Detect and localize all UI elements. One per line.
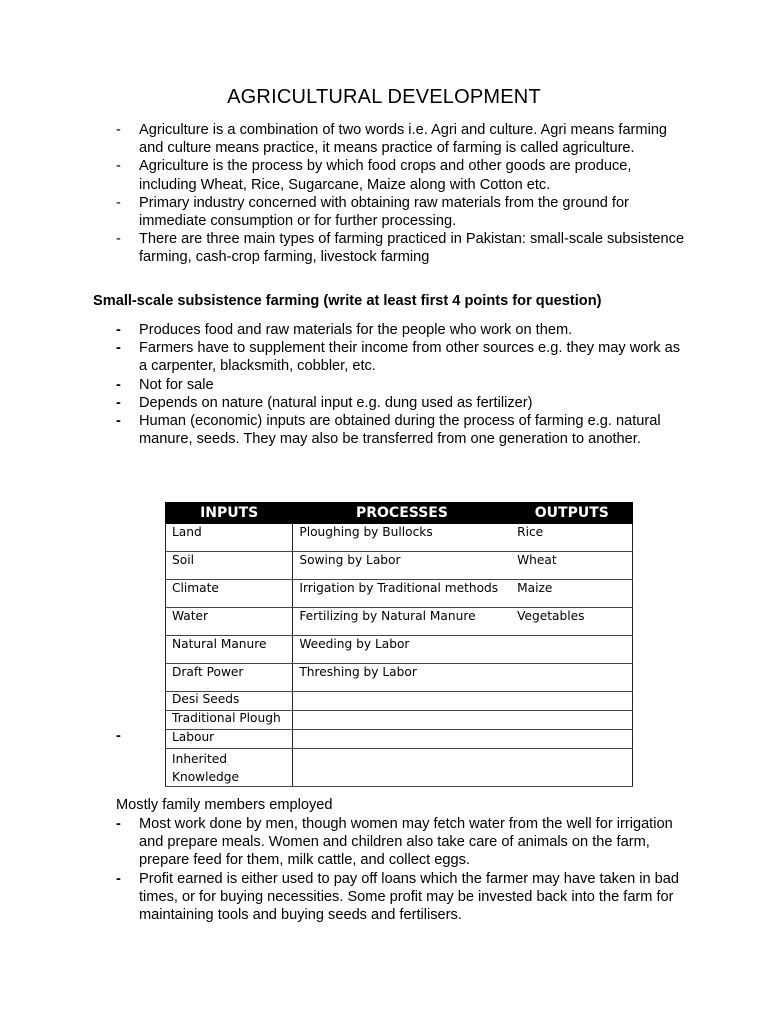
table-row bbox=[166, 636, 633, 664]
dash-bullet: - bbox=[116, 194, 121, 211]
table-cell: Threshing by Labor bbox=[293, 664, 511, 692]
list-item bbox=[116, 121, 686, 157]
table-cell bbox=[293, 749, 511, 787]
dash-bullet: - bbox=[116, 394, 121, 411]
list-item bbox=[116, 230, 686, 266]
dash-bullet: - bbox=[116, 122, 121, 138]
table-cell: Weeding by Labor bbox=[293, 636, 511, 664]
final-list bbox=[116, 815, 686, 924]
table-row bbox=[166, 524, 633, 552]
table-row bbox=[166, 664, 633, 692]
table-cell: Sowing by Labor bbox=[293, 552, 511, 580]
table-header-row bbox=[166, 503, 633, 524]
dash-bullet: - bbox=[116, 231, 121, 248]
table-row bbox=[166, 608, 633, 636]
table-cell: Maize bbox=[511, 580, 632, 608]
table-cell: Inherited Knowledge bbox=[166, 749, 293, 787]
list-item bbox=[116, 194, 686, 230]
table-cell: Desi Seeds bbox=[166, 692, 293, 711]
table-cell: Ploughing by Bullocks bbox=[293, 524, 511, 552]
list-item bbox=[116, 394, 686, 412]
list-item-text: Profit earned is either used to pay off loans which the farmer may have taken in bad times, or for buying necessities. Some profit may be invested back into the farm for maintaining tools and buying seeds and fertilisers. bbox=[139, 870, 680, 924]
table-row bbox=[166, 692, 633, 711]
list-item-text: Produces food and raw materials for the people who work on them. bbox=[139, 322, 573, 338]
intro-list bbox=[116, 121, 686, 267]
table-cell bbox=[511, 711, 632, 730]
column-header-outputs: OUTPUTS bbox=[511, 503, 632, 524]
list-item bbox=[116, 157, 686, 193]
list-item-text: Depends on nature (natural input e.g. dung used as fertilizer) bbox=[139, 394, 533, 411]
dash-bullet: - bbox=[116, 816, 121, 832]
subsistence-list bbox=[116, 321, 686, 448]
dash-bullet: - bbox=[116, 870, 121, 887]
table-row bbox=[166, 580, 633, 608]
list-item-text: Human (economic) inputs are obtained during the process of farming e.g. natural manure, seeds. They may also be transferred from one generation to another. bbox=[139, 413, 661, 448]
list-item-text: Not for sale bbox=[139, 376, 214, 393]
table-cell bbox=[511, 664, 632, 692]
list-item-text: Primary industry concerned with obtaining raw materials from the ground for immediate consumption or for further processing. bbox=[139, 194, 629, 230]
table-cell: Wheat bbox=[511, 552, 632, 580]
list-item bbox=[116, 815, 686, 870]
dash-bullet: - bbox=[116, 413, 121, 430]
list-item bbox=[116, 339, 686, 375]
table-cell: Natural Manure bbox=[166, 636, 293, 664]
list-item-text: Farmers have to supplement their income from other sources e.g. they may work as a carpenter, blacksmith, cobbler, etc. bbox=[139, 340, 681, 375]
table-cell: Fertilizing by Natural Manure bbox=[293, 608, 511, 636]
table-cell bbox=[511, 692, 632, 711]
list-item-text: Agriculture is a combination of two words i.e. Agri and culture. Agri means farming and culture means practice, it means practice of farming is called agriculture. bbox=[139, 122, 668, 157]
list-item bbox=[116, 412, 686, 448]
dash-bullet: - bbox=[116, 158, 121, 175]
table-cell bbox=[293, 711, 511, 730]
page-title: AGRICULTURAL DEVELOPMENT bbox=[227, 86, 541, 108]
farming-table bbox=[165, 502, 633, 787]
list-item bbox=[116, 376, 686, 394]
table-cell bbox=[293, 730, 511, 749]
table-cell: Soil bbox=[166, 552, 293, 580]
list-item-text: Agriculture is the process by which food crops and other goods are produce, including Wheat, Rice, Sugarcane, Maize along with Cotton etc. bbox=[139, 158, 632, 193]
dash-bullet: - bbox=[116, 728, 121, 744]
list-item-text: Most work done by men, though women may fetch water from the well for irrigation and prepare meals. Women and children also take care of animals on the farm, prepare feed for them, milk cattle, and collect eggs. bbox=[139, 816, 673, 869]
table-cell: Land bbox=[166, 524, 293, 552]
table-cell: Rice bbox=[511, 524, 632, 552]
dash-bullet: - bbox=[116, 322, 121, 338]
list-item bbox=[116, 321, 686, 339]
table-cell: Climate bbox=[166, 580, 293, 608]
paragraph: Mostly family members employed bbox=[116, 797, 333, 813]
table-cell bbox=[511, 730, 632, 749]
dash-bullet: - bbox=[116, 340, 121, 357]
table-cell: Water bbox=[166, 608, 293, 636]
table-cell: Labour bbox=[166, 730, 293, 749]
table-cell: Traditional Plough bbox=[166, 711, 293, 730]
column-header-processes: PROCESSES bbox=[293, 503, 511, 524]
column-header-inputs: INPUTS bbox=[166, 503, 293, 524]
dash-bullet: - bbox=[116, 376, 121, 393]
table-cell: Draft Power bbox=[166, 664, 293, 692]
table-cell: Vegetables bbox=[511, 608, 632, 636]
table-cell bbox=[293, 692, 511, 711]
section-heading: Small-scale subsistence farming (write at least first 4 points for question) bbox=[93, 293, 602, 309]
table-row bbox=[166, 749, 633, 787]
table-row bbox=[166, 711, 633, 730]
table-row bbox=[166, 552, 633, 580]
list-item bbox=[116, 870, 686, 925]
table-cell bbox=[511, 749, 632, 787]
list-item-text: There are three main types of farming practiced in Pakistan: small-scale subsistence farming, cash-crop farming, livestock farming bbox=[139, 231, 685, 266]
table-cell: Irrigation by Traditional methods bbox=[293, 580, 511, 608]
table-cell bbox=[511, 636, 632, 664]
table-row bbox=[166, 730, 633, 749]
